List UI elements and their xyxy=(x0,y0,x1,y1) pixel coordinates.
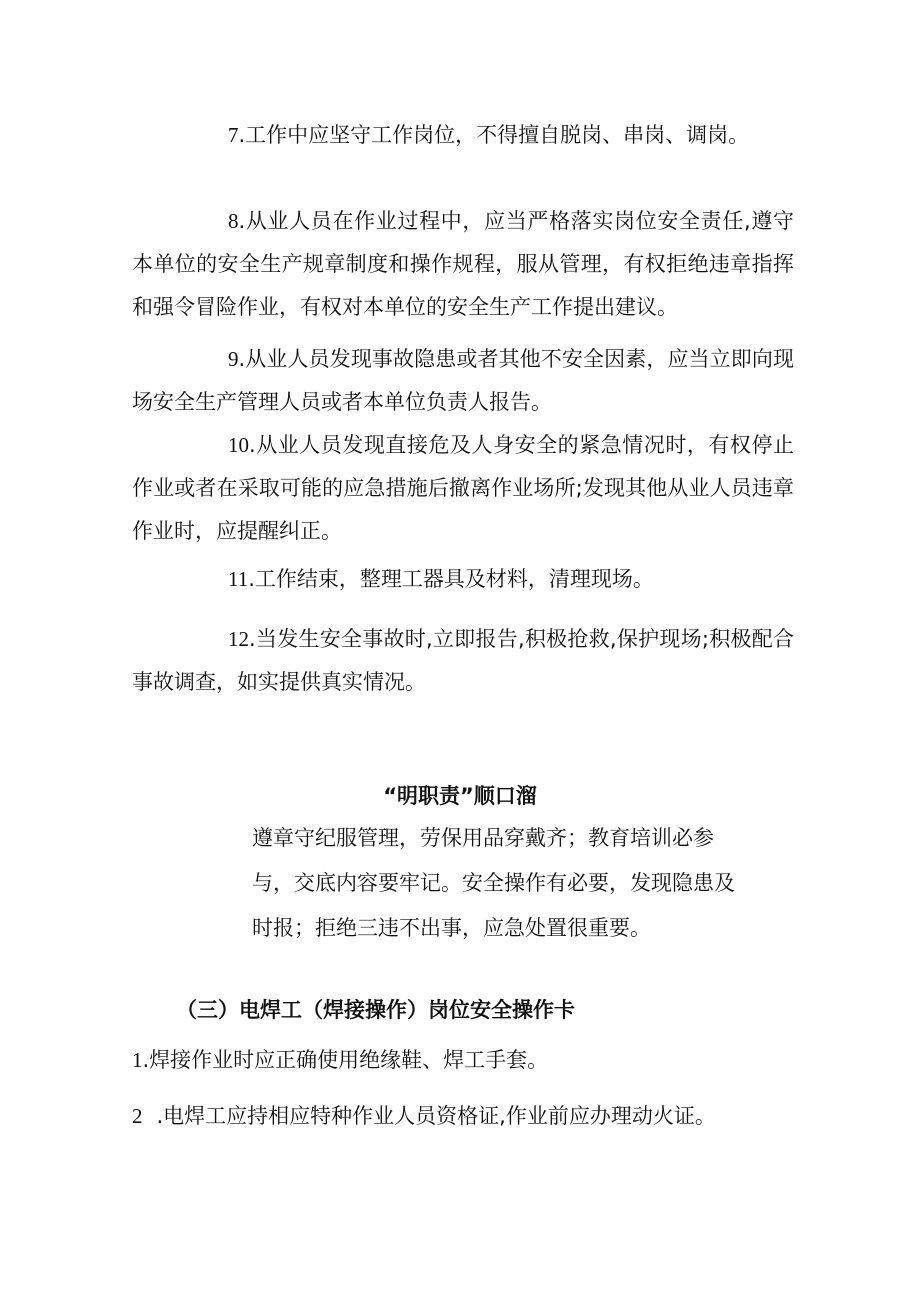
rule-number: 10 xyxy=(228,433,249,457)
rule-10 xyxy=(132,424,794,553)
rule-text: .从业人员发现直接危及人身安全的紧急情况时，有权停止作业或者在采取可能的应急措施后撤离作业场所;发现其他从业人员违章作业时，应提醒纠正。 xyxy=(132,433,794,543)
rule-text: .当发生安全事故时,立即报告,积极抢救,保护现场;积极配合事故调查，如实提供真实情况。 xyxy=(132,627,794,694)
rule-text: .从业人员在作业过程中，应当严格落实岗位安全责任,遵守本单位的安全生产规章制度和操作规程，服从管理，有权拒绝违章指挥和强令冒险作业，有权对本单位的安全生产工作提出建议。 xyxy=(132,209,794,319)
rule-12 xyxy=(132,618,794,704)
rule-number: 12 xyxy=(228,627,249,651)
rule-text: .工作中应坚守工作岗位，不得擅自脱岗、串岗、调岗。 xyxy=(238,123,750,147)
item-number: 2 xyxy=(132,1104,143,1128)
rhyme-line: 与，交底内容要牢记。安全操作有必要，发现隐患及 xyxy=(252,871,735,895)
section-item-1 xyxy=(132,1044,832,1074)
item-text: .电焊工应持相应特种作业人员资格证,作业前应办理动火证。 xyxy=(156,1104,716,1128)
rule-text: .从业人员发现事故隐患或者其他不安全因素，应当立即向现场安全生产管理人员或者本单位负责人报告。 xyxy=(132,347,794,414)
rule-number: 8 xyxy=(228,209,239,233)
rule-number: 7 xyxy=(228,123,239,147)
rule-text: .工作结束，整理工器具及材料，清理现场。 xyxy=(248,567,654,591)
rule-9 xyxy=(132,338,794,424)
item-number: 1 xyxy=(132,1048,143,1072)
rule-11 xyxy=(132,558,794,601)
section-item-2 xyxy=(132,1100,832,1130)
rhyme-line: 遵章守纪服管理，劳保用品穿戴齐；教育培训必参 xyxy=(252,826,714,850)
rule-7 xyxy=(132,114,794,157)
rhyme-title: “明职责”顺口溜 xyxy=(383,784,537,808)
section-heading: （三）电焊工（焊接操作）岗位安全操作卡 xyxy=(176,998,575,1022)
rule-8 xyxy=(132,200,794,329)
rule-number: 11 xyxy=(228,567,249,591)
rhyme-line: 时报；拒绝三违不出事，应急处置很重要。 xyxy=(252,916,651,940)
rule-number: 9 xyxy=(228,347,239,371)
item-text: .焊接作业时应正确使用绝缘鞋、焊工手套。 xyxy=(142,1048,549,1072)
